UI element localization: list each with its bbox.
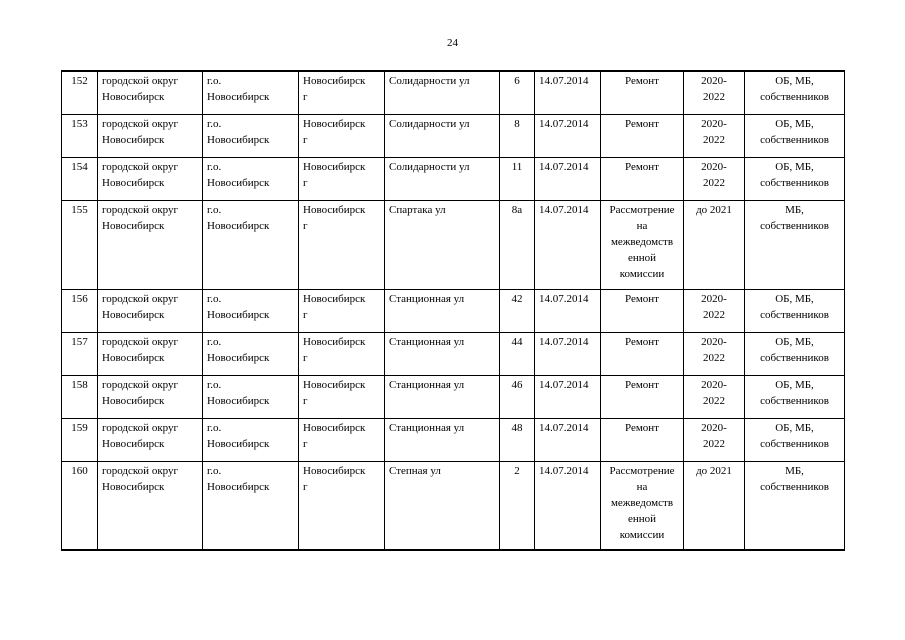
municipality-cell-line: городской округ bbox=[102, 421, 179, 434]
street-cell: Солидарности ул bbox=[385, 71, 500, 114]
action-cell-line: Ремонт bbox=[624, 378, 659, 391]
house-number-cell: 8 bbox=[500, 114, 535, 157]
district-cell-line: г.о. bbox=[207, 335, 222, 348]
settlement-cell-line: г bbox=[303, 437, 308, 450]
funding-source-cell-line: собственников bbox=[760, 480, 829, 493]
date-cell: 14.07.2014 bbox=[535, 375, 601, 418]
house-number-cell: 6 bbox=[500, 71, 535, 114]
funding-source-cell bbox=[745, 375, 845, 418]
street-cell: Солидарности ул bbox=[385, 114, 500, 157]
settlement-cell-line: г bbox=[303, 133, 308, 146]
settlement-cell bbox=[299, 289, 385, 332]
funding-source-cell-line: собственников bbox=[760, 394, 829, 407]
action-cell-line: комиссии bbox=[619, 528, 665, 541]
period-cell bbox=[684, 157, 745, 200]
action-cell-line: комиссии bbox=[619, 267, 665, 280]
row-number-cell: 160 bbox=[62, 461, 98, 550]
action-cell-line: на bbox=[636, 480, 648, 493]
settlement-cell bbox=[299, 461, 385, 550]
date-cell: 14.07.2014 bbox=[535, 461, 601, 550]
settlement-cell-line: Новосибирск bbox=[303, 335, 366, 348]
funding-source-cell-line: собственников bbox=[760, 437, 829, 450]
period-cell bbox=[684, 375, 745, 418]
settlement-cell-line: Новосибирск bbox=[303, 75, 366, 87]
row-number-cell: 152 bbox=[62, 71, 98, 114]
funding-source-cell-line: МБ, bbox=[785, 464, 804, 477]
funding-source-cell-line: ОБ, МБ, bbox=[775, 292, 814, 305]
date-cell: 14.07.2014 bbox=[535, 114, 601, 157]
district-cell bbox=[203, 71, 299, 114]
funding-source-cell-line: ОБ, МБ, bbox=[775, 421, 814, 434]
period-cell-line: 2022 bbox=[703, 437, 725, 450]
street-cell: Спартака ул bbox=[385, 200, 500, 289]
action-cell bbox=[601, 200, 684, 289]
date-cell: 14.07.2014 bbox=[535, 200, 601, 289]
table-row bbox=[62, 200, 845, 289]
municipality-cell bbox=[98, 289, 203, 332]
date-cell: 14.07.2014 bbox=[535, 332, 601, 375]
date-cell: 14.07.2014 bbox=[535, 289, 601, 332]
period-cell bbox=[684, 418, 745, 461]
table-row bbox=[62, 418, 845, 461]
street-cell: Солидарности ул bbox=[385, 157, 500, 200]
district-cell-line: г.о. bbox=[207, 160, 222, 173]
municipality-cell bbox=[98, 71, 203, 114]
row-number-cell: 155 bbox=[62, 200, 98, 289]
period-cell-line: 2022 bbox=[703, 308, 725, 321]
period-cell-line: 2020- bbox=[701, 378, 727, 391]
settlement-cell-line: Новосибирск bbox=[303, 421, 366, 434]
municipality-cell-line: Новосибирск bbox=[102, 351, 165, 364]
period-cell-line: 2022 bbox=[703, 91, 725, 103]
period-cell-line: 2022 bbox=[703, 176, 725, 189]
table-row bbox=[62, 114, 845, 157]
municipality-cell-line: городской округ bbox=[102, 117, 179, 130]
funding-source-cell-line: ОБ, МБ, bbox=[775, 75, 814, 87]
district-cell bbox=[203, 114, 299, 157]
house-number-cell: 44 bbox=[500, 332, 535, 375]
municipality-cell-line: городской округ bbox=[102, 160, 179, 173]
street-cell: Станционная ул bbox=[385, 289, 500, 332]
settlement-cell-line: Новосибирск bbox=[303, 292, 366, 305]
settlement-cell-line: г bbox=[303, 351, 308, 364]
district-cell-line: Новосибирск bbox=[207, 219, 270, 232]
funding-source-cell-line: собственников bbox=[760, 176, 829, 189]
housing-registry-table bbox=[61, 70, 845, 551]
period-cell-line: до 2021 bbox=[696, 464, 732, 477]
funding-source-cell-line: собственников bbox=[760, 351, 829, 364]
municipality-cell-line: городской округ bbox=[102, 378, 179, 391]
district-cell-line: г.о. bbox=[207, 292, 222, 305]
funding-source-cell bbox=[745, 461, 845, 550]
district-cell bbox=[203, 157, 299, 200]
municipality-cell bbox=[98, 114, 203, 157]
settlement-cell bbox=[299, 332, 385, 375]
funding-source-cell-line: МБ, bbox=[785, 203, 804, 216]
settlement-cell bbox=[299, 418, 385, 461]
period-cell bbox=[684, 289, 745, 332]
district-cell-line: Новосибирск bbox=[207, 133, 270, 146]
action-cell-line: межведомств bbox=[610, 235, 674, 248]
period-cell-line: 2020- bbox=[701, 160, 727, 173]
municipality-cell-line: Новосибирск bbox=[102, 91, 165, 103]
settlement-cell-line: г bbox=[303, 394, 308, 407]
settlement-cell-line: Новосибирск bbox=[303, 203, 366, 216]
house-number-cell: 42 bbox=[500, 289, 535, 332]
table-row bbox=[62, 157, 845, 200]
settlement-cell-line: г bbox=[303, 219, 308, 232]
action-cell-line: Ремонт bbox=[624, 421, 659, 434]
funding-source-cell bbox=[745, 114, 845, 157]
action-cell bbox=[601, 332, 684, 375]
action-cell-line: Ремонт bbox=[624, 335, 659, 348]
district-cell-line: г.о. bbox=[207, 203, 222, 216]
house-number-cell: 2 bbox=[500, 461, 535, 550]
row-number-cell: 154 bbox=[62, 157, 98, 200]
action-cell bbox=[601, 114, 684, 157]
period-cell bbox=[684, 71, 745, 114]
district-cell bbox=[203, 375, 299, 418]
row-number-cell: 158 bbox=[62, 375, 98, 418]
municipality-cell-line: Новосибирск bbox=[102, 176, 165, 189]
district-cell-line: Новосибирск bbox=[207, 394, 270, 407]
municipality-cell-line: городской округ bbox=[102, 464, 179, 477]
district-cell-line: Новосибирск bbox=[207, 308, 270, 321]
funding-source-cell-line: собственников bbox=[760, 133, 829, 146]
table-row bbox=[62, 289, 845, 332]
funding-source-cell-line: собственников bbox=[760, 219, 829, 232]
funding-source-cell bbox=[745, 200, 845, 289]
district-cell-line: Новосибирск bbox=[207, 176, 270, 189]
action-cell bbox=[601, 71, 684, 114]
action-cell-line: на bbox=[636, 219, 648, 232]
funding-source-cell-line: ОБ, МБ, bbox=[775, 335, 814, 348]
district-cell bbox=[203, 461, 299, 550]
municipality-cell-line: Новосибирск bbox=[102, 394, 165, 407]
period-cell-line: 2022 bbox=[703, 394, 725, 407]
municipality-cell bbox=[98, 332, 203, 375]
settlement-cell-line: г bbox=[303, 91, 308, 103]
house-number-cell: 11 bbox=[500, 157, 535, 200]
period-cell bbox=[684, 114, 745, 157]
period-cell-line: 2020- bbox=[701, 421, 727, 434]
table-body bbox=[62, 71, 845, 550]
date-cell: 14.07.2014 bbox=[535, 71, 601, 114]
municipality-cell bbox=[98, 375, 203, 418]
settlement-cell-line: Новосибирск bbox=[303, 464, 366, 477]
street-cell: Станционная ул bbox=[385, 332, 500, 375]
settlement-cell-line: Новосибирск bbox=[303, 378, 366, 391]
action-cell-line: Ремонт bbox=[624, 117, 659, 130]
municipality-cell-line: городской округ bbox=[102, 292, 179, 305]
district-cell bbox=[203, 289, 299, 332]
district-cell-line: Новосибирск bbox=[207, 91, 270, 103]
funding-source-cell-line: ОБ, МБ, bbox=[775, 117, 814, 130]
funding-source-cell bbox=[745, 332, 845, 375]
district-cell-line: Новосибирск bbox=[207, 480, 270, 493]
action-cell-line: Ремонт bbox=[624, 75, 659, 87]
action-cell bbox=[601, 375, 684, 418]
house-number-cell: 46 bbox=[500, 375, 535, 418]
action-cell bbox=[601, 289, 684, 332]
settlement-cell bbox=[299, 71, 385, 114]
district-cell bbox=[203, 418, 299, 461]
settlement-cell bbox=[299, 114, 385, 157]
funding-source-cell-line: ОБ, МБ, bbox=[775, 378, 814, 391]
action-cell bbox=[601, 418, 684, 461]
table-row bbox=[62, 375, 845, 418]
action-cell bbox=[601, 157, 684, 200]
period-cell-line: 2022 bbox=[703, 133, 725, 146]
street-cell: Станционная ул bbox=[385, 418, 500, 461]
settlement-cell-line: г bbox=[303, 308, 308, 321]
settlement-cell-line: г bbox=[303, 480, 308, 493]
action-cell-line: Рассмотрение bbox=[609, 203, 675, 216]
district-cell-line: г.о. bbox=[207, 421, 222, 434]
funding-source-cell bbox=[745, 157, 845, 200]
district-cell-line: Новосибирск bbox=[207, 351, 270, 364]
table-row bbox=[62, 71, 845, 114]
district-cell-line: г.о. bbox=[207, 464, 222, 477]
district-cell-line: г.о. bbox=[207, 117, 222, 130]
row-number-cell: 157 bbox=[62, 332, 98, 375]
municipality-cell bbox=[98, 461, 203, 550]
date-cell: 14.07.2014 bbox=[535, 157, 601, 200]
row-number-cell: 153 bbox=[62, 114, 98, 157]
settlement-cell-line: г bbox=[303, 176, 308, 189]
municipality-cell-line: Новосибирск bbox=[102, 480, 165, 493]
municipality-cell bbox=[98, 418, 203, 461]
period-cell-line: 2020- bbox=[701, 117, 727, 130]
row-number-cell: 156 bbox=[62, 289, 98, 332]
page-number: 24 bbox=[447, 37, 458, 49]
district-cell-line: г.о. bbox=[207, 378, 222, 391]
action-cell-line: енной bbox=[627, 512, 657, 525]
action-cell-line: Рассмотрение bbox=[609, 464, 675, 477]
street-cell: Станционная ул bbox=[385, 375, 500, 418]
period-cell-line: 2022 bbox=[703, 351, 725, 364]
house-number-cell: 8а bbox=[500, 200, 535, 289]
district-cell bbox=[203, 332, 299, 375]
action-cell-line: Ремонт bbox=[624, 160, 659, 173]
settlement-cell bbox=[299, 375, 385, 418]
street-cell: Степная ул bbox=[385, 461, 500, 550]
municipality-cell-line: Новосибирск bbox=[102, 437, 165, 450]
period-cell-line: до 2021 bbox=[696, 203, 732, 216]
funding-source-cell-line: ОБ, МБ, bbox=[775, 160, 814, 173]
date-cell: 14.07.2014 bbox=[535, 418, 601, 461]
settlement-cell bbox=[299, 200, 385, 289]
action-cell-line: межведомств bbox=[610, 496, 674, 509]
table-row bbox=[62, 332, 845, 375]
table-row bbox=[62, 461, 845, 550]
district-cell bbox=[203, 200, 299, 289]
funding-source-cell-line: собственников bbox=[760, 91, 829, 103]
funding-source-cell bbox=[745, 71, 845, 114]
municipality-cell-line: городской округ bbox=[102, 203, 179, 216]
municipality-cell-line: Новосибирск bbox=[102, 133, 165, 146]
settlement-cell-line: Новосибирск bbox=[303, 117, 366, 130]
municipality-cell bbox=[98, 200, 203, 289]
district-cell-line: Новосибирск bbox=[207, 437, 270, 450]
period-cell-line: 2020- bbox=[701, 335, 727, 348]
action-cell-line: енной bbox=[627, 251, 657, 264]
settlement-cell-line: Новосибирск bbox=[303, 160, 366, 173]
action-cell bbox=[601, 461, 684, 550]
settlement-cell bbox=[299, 157, 385, 200]
house-number-cell: 48 bbox=[500, 418, 535, 461]
funding-source-cell bbox=[745, 289, 845, 332]
period-cell bbox=[684, 332, 745, 375]
period-cell bbox=[684, 200, 745, 289]
period-cell-line: 2020- bbox=[701, 292, 727, 305]
municipality-cell-line: городской округ bbox=[102, 335, 179, 348]
action-cell-line: Ремонт bbox=[624, 292, 659, 305]
municipality-cell-line: Новосибирск bbox=[102, 219, 165, 232]
municipality-cell-line: Новосибирск bbox=[102, 308, 165, 321]
row-number-cell: 159 bbox=[62, 418, 98, 461]
period-cell bbox=[684, 461, 745, 550]
funding-source-cell-line: собственников bbox=[760, 308, 829, 321]
district-cell-line: г.о. bbox=[207, 75, 222, 87]
funding-source-cell bbox=[745, 418, 845, 461]
municipality-cell bbox=[98, 157, 203, 200]
period-cell-line: 2020- bbox=[701, 75, 727, 87]
municipality-cell-line: городской округ bbox=[102, 75, 179, 87]
